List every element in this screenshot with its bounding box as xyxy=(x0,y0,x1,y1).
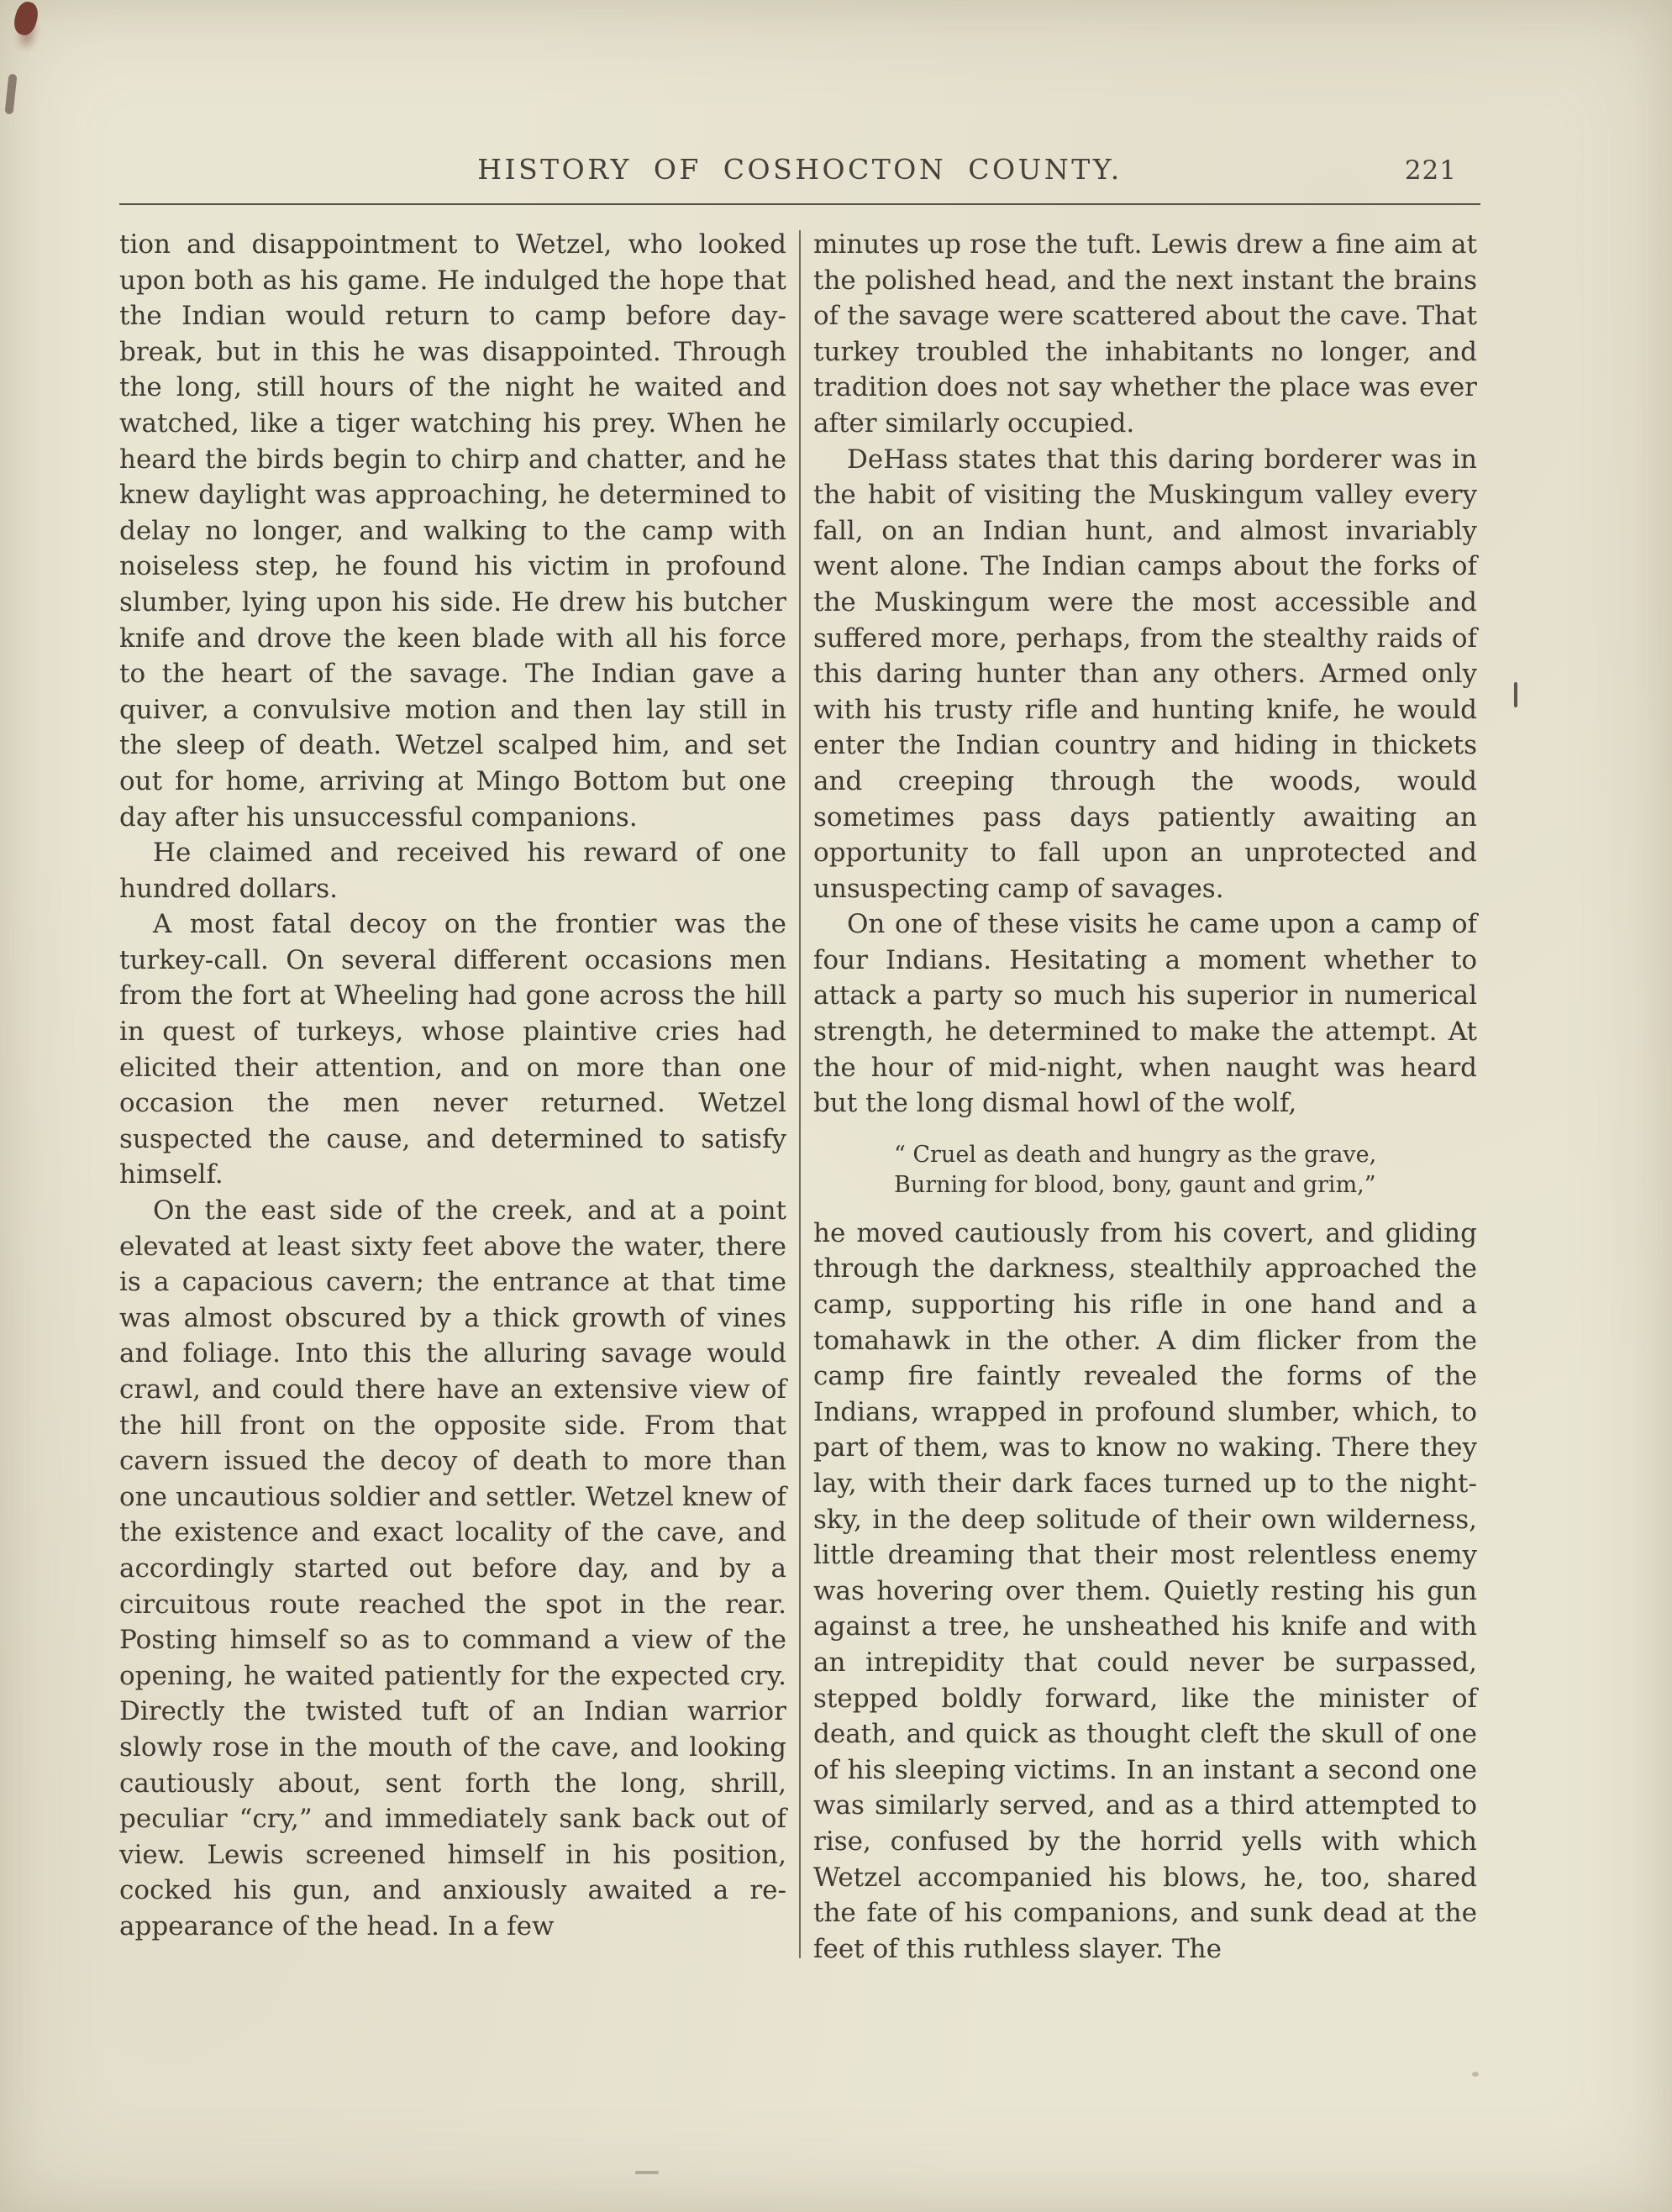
paragraph: A most fatal decoy on the frontier was the turkey-call. On several different occasions men from the fort at Wheeling had gone across the hill in quest of turkeys, whose plaintive cries had elicited their attention, and on more than one occasion the men never returned. Wetzel suspected the cause, and determined to satisfy himself. xyxy=(119,909,786,1190)
paragraph-continuation: tion and disappointment to Wetzel, who looked upon both as his game. He indulged the hope that the Indian would return to camp before day-break, but in this he was disappointed. Through the long, still hours of the night he waited and watched, like a tiger watching his prey. When he heard the birds begin to chirp and chatter, and he knew daylight was approaching, he determined to delay no longer, and walking to the camp with noiseless step, he found his victim in profound slumber, lying upon his side. He drew his butcher knife and drove the keen blade with all his force to the heart of the savage. The Indian gave a quiver, a convulsive motion and then lay still in the sleep of death. Wetzel scalped him, and set out for home, arriving at Mingo Bottom but one day after his unsuccessful companions. xyxy=(119,229,786,833)
page-content xyxy=(119,0,1480,1967)
column-divider-rule xyxy=(799,230,801,1958)
scan-artifact-bottom-right-dot xyxy=(1472,2072,1479,2077)
paragraph: On the east side of the creek, and at a point elevated at least sixty feet above the water, there is a capacious cavern; the entrance at that time was almost obscured by a thick growth of vines and foliage. Into this the alluring savage would crawl, and could there have an extensive view of the hill front on the opposite side. From that cavern issued the decoy of death to more than one uncautious soldier and settler. Wetzel knew of the existence and exact locality of the cave, and accordingly started out before day, and by a circuitous route reached the spot in the rear. Posting himself so as to command a view of the opening, he waited patiently for the expected cry. Directly the twisted tuft of an Indian warrior slowly rose in the mouth of the cave, and looking cautiously about, sent forth the long, shrill, peculiar “cry,” and immediately sank back out of view. Lewis screened himself in his position, cocked his gun, and anxiously awaited a re-appearance of the head. In a few xyxy=(119,1195,786,1941)
paragraph-continuation: he moved cautiously from his covert, and gliding through the darkness, stealthily approached the camp, supporting his rifle in one hand and a tomahawk in the other. A dim flicker from the camp fire faintly revealed the forms of the Indians, wrapped in profound slumber, which, to part of them, was to know no waking. There they lay, with their dark faces turned up to the night-sky, in the deep solitude of their own wilderness, little dreaming that their most relentless enemy was hovering over them. Quietly resting his gun against a tree, he unsheathed his knife and with an intrepidity that could never be surpassed, stepped boldly forward, like the minister of death, and quick as thought cleft the skull of one of his sleeping victims. In an instant a second one was similarly served, and as a third attempted to rise, confused by the horrid yells with which Wetzel accompanied his blows, he, too, shared the fate of his companions, and sunk dead at the feet of this ruthless slayer. The xyxy=(813,1217,1477,1964)
header-rule xyxy=(119,203,1480,205)
two-column-text-block xyxy=(119,227,1480,1967)
scan-artifact-red-smudge xyxy=(12,0,41,38)
page-header xyxy=(119,153,1480,192)
page-number: 221 xyxy=(1404,155,1457,186)
verse-line-2: Burning for blood, bony, gaunt and grim,” xyxy=(894,1171,1376,1198)
paragraph: DeHass states that this daring borderer was in the habit of visiting the Muskingum valley every fall, on an Indian hunt, and almost invariably went alone. The Indian camps about the forks of the Muskingum were the most accessible and suffered more, perhaps, from the stealthy raids of this daring hunter than any others. Armed only with his trusty rifle and hunting knife, he would enter the Indian country and hiding in thickets and creeping through the woods, would sometimes pass days patiently awaiting an opportunity to fall upon an unprotected and unsuspecting camp of savages. xyxy=(813,444,1477,904)
paragraph: He claimed and received his reward of one hundred dollars. xyxy=(119,838,786,904)
verse-quotation xyxy=(894,1140,1477,1201)
verse-line-1: “ Cruel as death and hungry as the grave, xyxy=(894,1141,1377,1168)
scan-artifact-right-tick xyxy=(1514,682,1517,707)
scan-artifact-bottom-dash xyxy=(635,2171,659,2174)
paragraph-continuation: minutes up rose the tuft. Lewis drew a fine aim at the polished head, and the next instant the brains of the savage were scattered about the cave. That turkey troubled the inhabitants no longer, and tradition does not say whether the place was ever after similarly occupied. xyxy=(813,229,1477,439)
right-column xyxy=(813,227,1477,1967)
running-title: HISTORY OF COSHOCTON COUNTY. xyxy=(477,153,1123,186)
paragraph: On one of these visits he came upon a camp of four Indians. Hesitating a moment whether to attack a party so much his superior in numerical strength, he determined to make the attempt. At the hour of mid-night, when naught was heard but the long dismal howl of the wolf, xyxy=(813,909,1477,1119)
scan-artifact-left-streak xyxy=(5,74,18,115)
left-column xyxy=(119,227,786,1967)
